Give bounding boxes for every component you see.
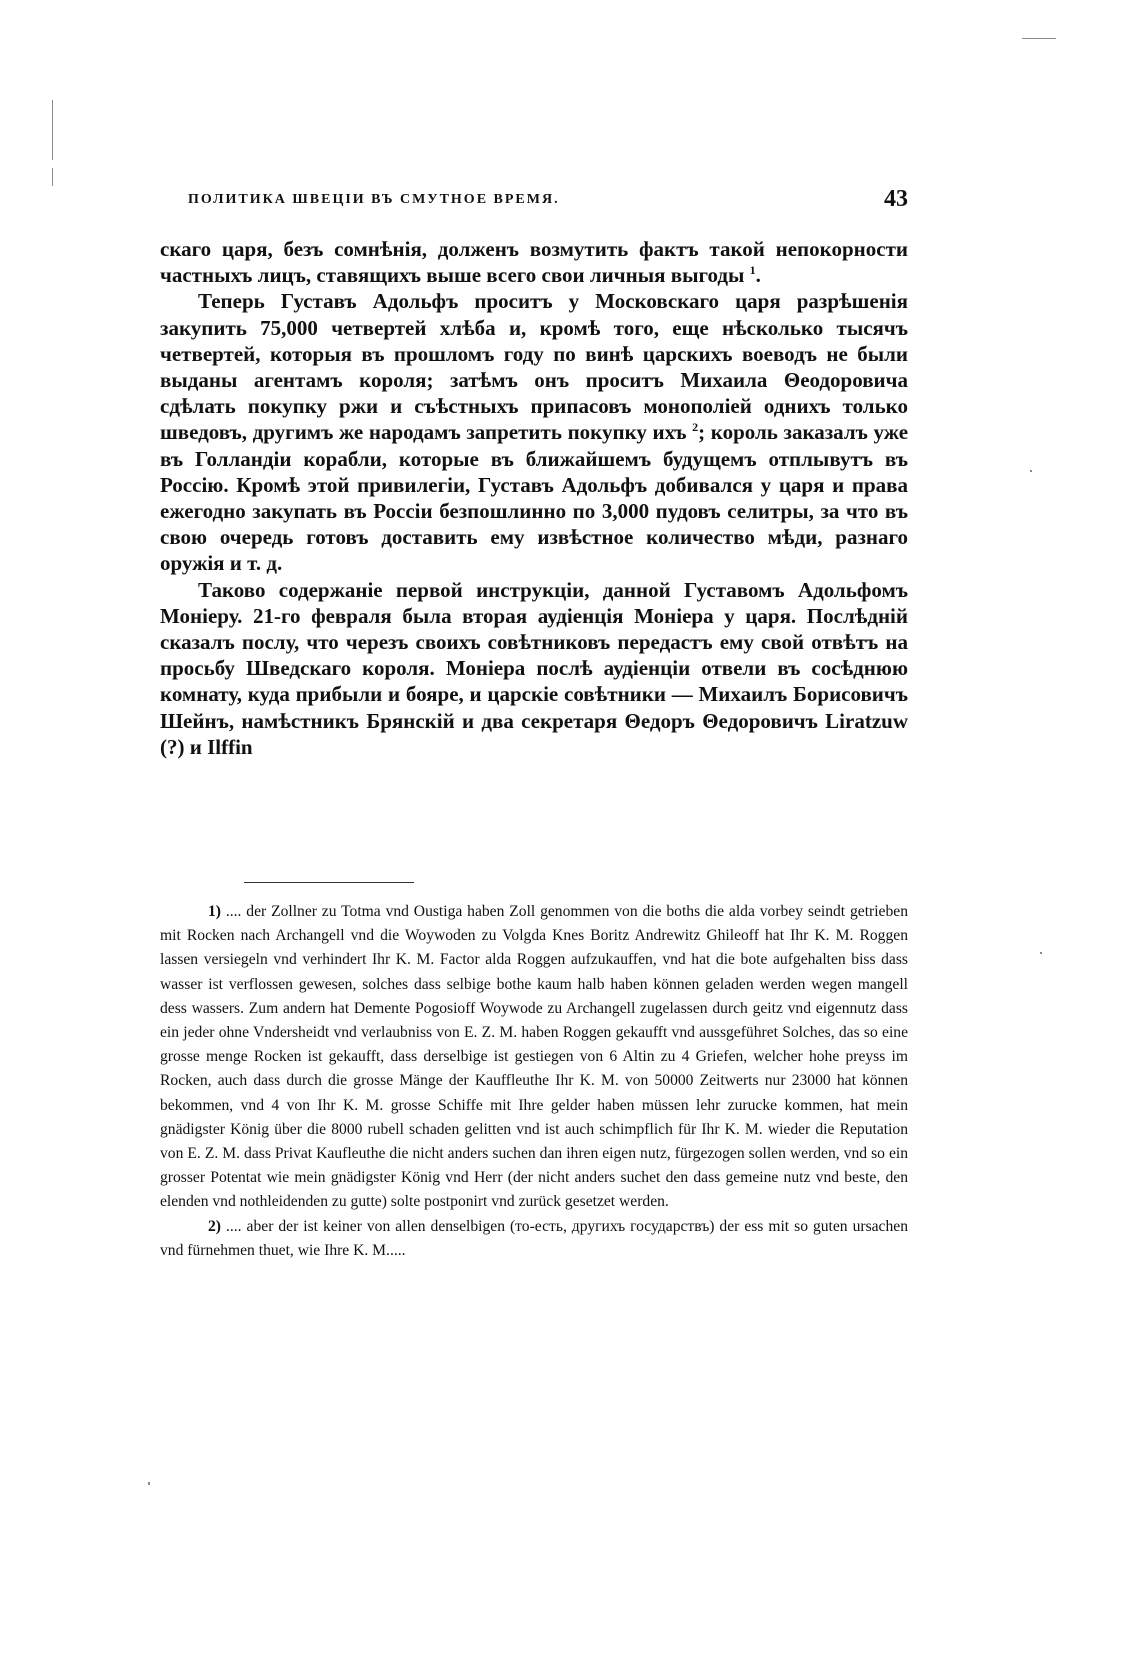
scan-mark-dot-1 bbox=[1030, 470, 1032, 472]
paragraph-2 bbox=[160, 288, 908, 576]
scan-mark-left-2 bbox=[52, 168, 53, 186]
scan-mark-left-1 bbox=[52, 100, 53, 160]
scan-mark-top-right bbox=[1022, 38, 1056, 39]
running-title: ПОЛИТИКА ШВЕЦІИ ВЪ СМУТНОЕ ВРЕМЯ. bbox=[188, 192, 560, 207]
footnote-2 bbox=[160, 1215, 908, 1263]
footnote-ref-1: 1 bbox=[749, 263, 756, 278]
scan-mark-dot-2 bbox=[1040, 952, 1042, 954]
footnote-divider bbox=[244, 882, 414, 883]
page-number: 43 bbox=[884, 186, 908, 212]
paragraph-1-text: скаго царя, безъ сомнѣнія, долженъ возмутить фактъ такой непокорности частныхъ лицъ, ставящихъ выше всего свои личныя выгоды bbox=[160, 237, 908, 288]
main-text bbox=[160, 236, 908, 760]
paragraph-2-text-a: Теперь Густавъ Адольфъ проситъ у Московскаго царя разрѣшенія закупить 75,000 четвертей хлѣба и, кромѣ того, еще нѣсколько тысячъ четвертей, которыя въ прошломъ году по винѣ царскихъ воеводъ не были выданы агентамъ короля; затѣмъ онъ проситъ Михаила Θеодоровича сдѣлать покупку ржи и съѣстныхъ припасовъ монополіей однихъ только шведовъ, другимъ же народамъ запретить покупку ихъ bbox=[160, 289, 908, 445]
page-header bbox=[160, 186, 908, 220]
paragraph-2-text-b: ; король заказалъ уже въ Голландіи корабли, которые въ ближайшемъ будущемъ отплывутъ въ Россію. Кромѣ этой привилегіи, Густавъ Адольфъ добивался у царя и права ежегодно закупать въ Россіи безпошлинно по 3,000 пудовъ селитры, за что въ свою очередь готовъ доставить ему извѣстное количество мѣди, разнаго оружія и т. д. bbox=[160, 420, 909, 576]
footnote-1-text: .... der Zollner zu Totma vnd Oustiga haben Zoll genommen von die boths die alda vorbey seindt getrieben mit Rocken nach Archangell vnd die Woywoden zu Volgda Knes Boritz Andrewitz Ghileoff hat Ihr K. M. Roggen lassen versiegeln vnd verhindert Ihr K. M. Factor alda Roggen aufzukauffen, vnd hat die bote aufgehalten biss dass wasser ist verflossen gewesen, solches dass selbige bothe kaum halb haben können geladen werden wegen mangell dess wassers. Zum andern hat Demente Pogosioff Woywode zu Archangell zugelassen durch geitz vnd eigennutz dass ein jeder ohne Vndersheidt vnd verlaubniss von E. Z. M. haben Roggen gekaufft vnd aussgeführet Solches, das so eine grosse menge Rocken ist gekaufft, dass derselbige ist gestiegen von 6 Altin zu 4 Griefen, welcher hohe preyss im Rocken, auch dass durch die grosse Mänge der Kauffleuthe Ihr K. M. von 50000 Zeitwerts nur 23000 hat können bekommen, vnd 4 von Ihr K. M. grosse Schiffe mit Ihre gelder haben müssen lehr zurucke kommen, hat mein gnädigster König über die 8000 rubell schaden gelitten vnd ist auch schimpflich für Ihr K. M. wieder die Reputation von E. Z. M. dass Privat Kaufleuthe die nicht anders suchen dan ihren eigen nutz, fürgezogen sollen werden, vnd so ein grosser Potentat wie mein gnädigster König vnd Herr (der nicht anders suchet den dass gemeine nutz vnd beste, den elenden vnd nothleidenden zu gutte) solte postponirt vnd zurück gesetzet werden. bbox=[160, 903, 908, 1211]
paragraph-1 bbox=[160, 236, 908, 288]
paragraph-1-end: . bbox=[755, 263, 761, 288]
paragraph-3: Таково содержаніе первой инструкціи, данной Густавомъ Адольфомъ Моніеру. 21-го февраля была вторая аудіенція Моніера у царя. Послѣдній сказалъ послу, что черезъ своихъ совѣтниковъ передастъ ему свой отвѣтъ на просьбу Шведскаго короля. Моніера послѣ аудіенціи отвели въ сосѣднюю комнату, куда прибыли и бояре, и царскіе совѣтники — Михаилъ Борисовичъ Шейнъ, намѣстникъ Брянскій и два секретаря Θедоръ Θедоровичъ Liratzuw (?) и Ilffin bbox=[160, 577, 908, 759]
scan-mark-dot-3 bbox=[148, 1482, 150, 1485]
footnote-ref-2: 2 bbox=[692, 420, 699, 435]
footnote-1 bbox=[160, 900, 908, 1215]
footnote-2-marker: 2) bbox=[208, 1217, 221, 1235]
footnote-1-marker: 1) bbox=[208, 903, 221, 920]
footnote-2-text: .... aber der ist keiner von allen denselbigen (то-есть, другихъ государствъ) der ess mit so guten ursachen vnd fürnehmen thuet, wie Ihre K. M..... bbox=[160, 1217, 908, 1259]
footnotes bbox=[160, 900, 908, 1263]
